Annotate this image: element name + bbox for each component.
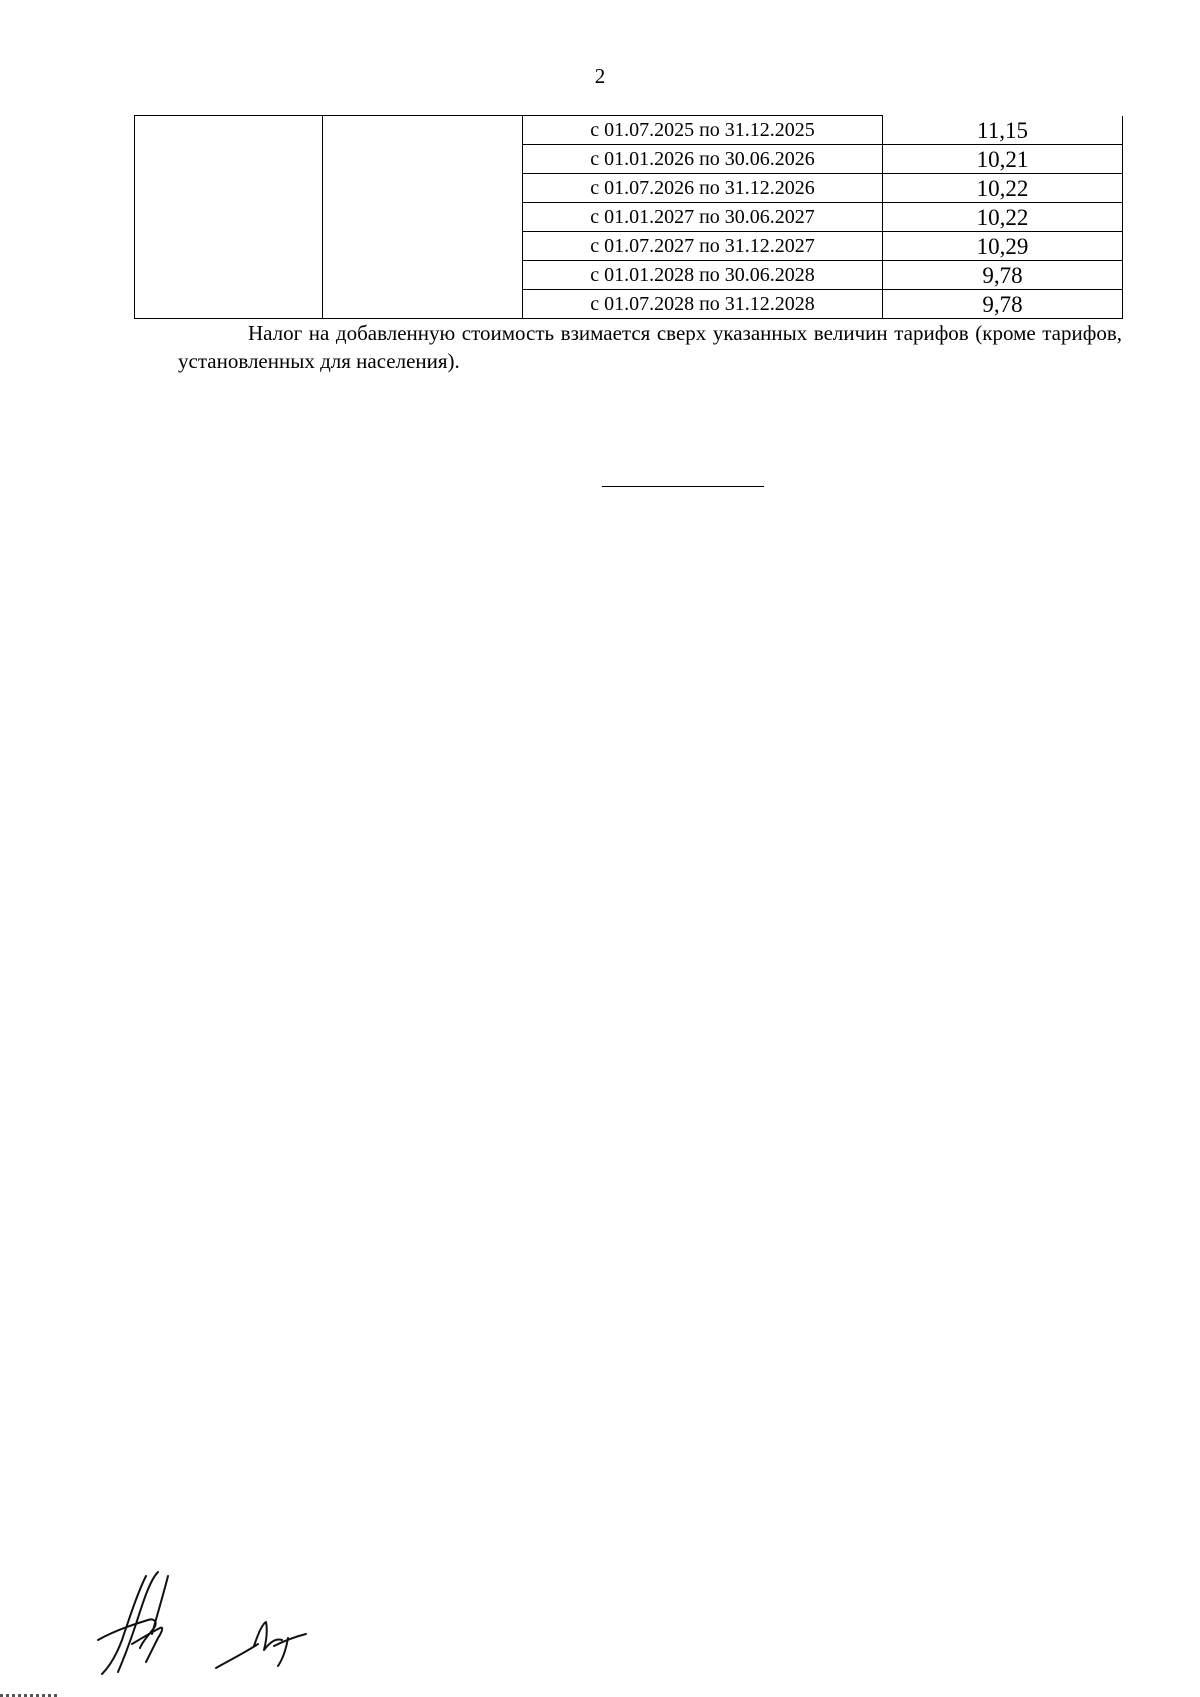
rate-cell: 10,22	[883, 174, 1123, 203]
rate-cell: 10,22	[883, 203, 1123, 232]
rate-cell: 11,15	[883, 116, 1123, 145]
rate-cell: 10,29	[883, 232, 1123, 261]
signature-stroke	[216, 1644, 258, 1668]
page-number: 2	[594, 64, 606, 88]
period-cell: с 01.07.2027 по 31.12.2027	[523, 232, 883, 261]
period-cell: с 01.07.2025 по 31.12.2025	[523, 116, 883, 145]
period-cell: с 01.01.2026 по 30.06.2026	[523, 145, 883, 174]
signature-stroke	[254, 1622, 282, 1650]
handwritten-signature	[88, 1562, 328, 1682]
end-divider	[602, 486, 764, 487]
signature-stroke	[118, 1572, 158, 1672]
rate-cell: 9,78	[883, 290, 1123, 319]
rate-cell: 10,21	[883, 145, 1123, 174]
period-cell: с 01.01.2028 по 30.06.2028	[523, 261, 883, 290]
period-cell: с 01.01.2027 по 30.06.2027	[523, 203, 883, 232]
empty-cell-group	[323, 116, 523, 319]
signature-stroke	[132, 1628, 162, 1662]
vat-note: Налог на добавленную стоимость взимается сверх указанных величин тарифов (кроме тарифов, установленных для населения).	[178, 321, 1122, 373]
period-cell: с 01.07.2028 по 31.12.2028	[523, 290, 883, 319]
rate-cell: 9,78	[883, 261, 1123, 290]
tariff-table	[134, 115, 1123, 319]
signature-stroke	[152, 1576, 168, 1634]
table-row	[135, 116, 1123, 145]
empty-cell-organization	[135, 116, 323, 319]
period-cell: с 01.07.2026 по 31.12.2026	[523, 174, 883, 203]
